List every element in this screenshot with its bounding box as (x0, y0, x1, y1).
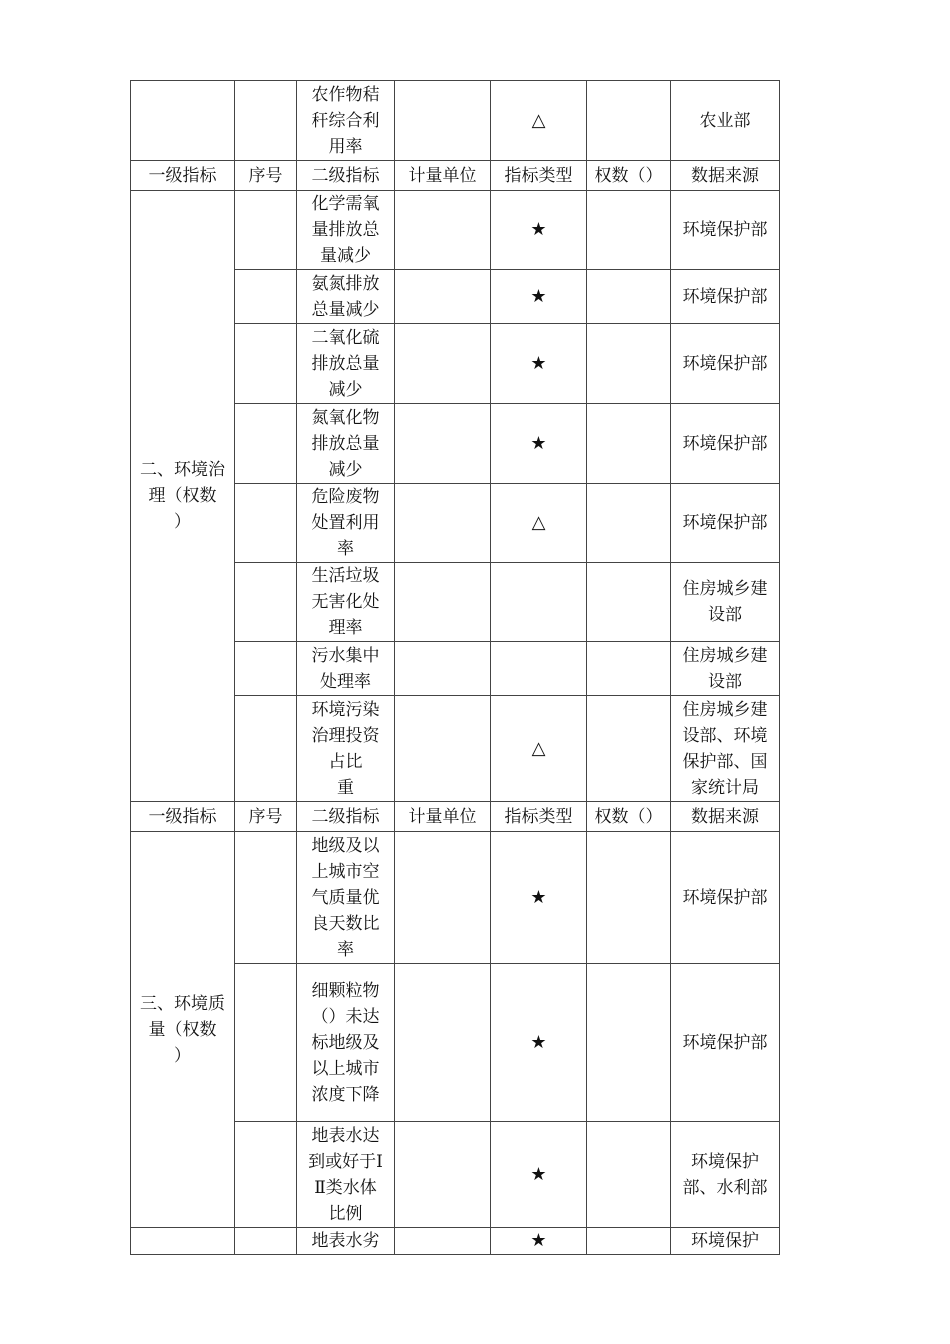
indicator-name-cell: 危险废物 处置利用 率 (297, 484, 395, 563)
header-unit: 计量单位 (395, 161, 491, 191)
header-row (131, 161, 780, 191)
weight-cell (587, 1228, 671, 1255)
weight-cell (587, 964, 671, 1122)
unit-cell (395, 324, 491, 404)
indicator-type-cell: ★ (491, 1228, 587, 1255)
indicator-type-cell (491, 642, 587, 696)
header-source: 数据来源 (671, 802, 780, 832)
seq-cell (235, 484, 297, 563)
indicator-type-cell: ★ (491, 404, 587, 484)
weight-cell (587, 642, 671, 696)
unit-cell (395, 563, 491, 642)
weight-cell (587, 563, 671, 642)
header-unit: 计量单位 (395, 802, 491, 832)
table-row (131, 191, 780, 270)
unit-cell (395, 696, 491, 802)
header-seq: 序号 (235, 161, 297, 191)
category-cell (131, 81, 235, 161)
indicator-type-cell: ★ (491, 191, 587, 270)
indicator-type-cell: △ (491, 484, 587, 563)
weight-cell (587, 832, 671, 964)
seq-cell (235, 81, 297, 161)
category-cell (131, 1228, 235, 1255)
indicator-name-cell: 污水集中 处理率 (297, 642, 395, 696)
header-row (131, 802, 780, 832)
indicator-name-cell: 地级及以 上城市空 气质量优 良天数比 率 (297, 832, 395, 964)
indicator-name-cell: 细颗粒物 （）未达 标地级及 以上城市 浓度下降 (297, 964, 395, 1122)
indicator-type-cell: ★ (491, 270, 587, 324)
header-level2: 二级指标 (297, 802, 395, 832)
seq-cell (235, 1122, 297, 1228)
seq-cell (235, 270, 297, 324)
table-row (131, 832, 780, 964)
header-type: 指标类型 (491, 161, 587, 191)
indicator-name-cell: 环境污染 治理投资 占比 重 (297, 696, 395, 802)
data-source-cell: 环境保护 部、水利部 (671, 1122, 780, 1228)
data-source-cell: 环境保护部 (671, 832, 780, 964)
seq-cell (235, 642, 297, 696)
indicator-name-cell: 生活垃圾 无害化处 理率 (297, 563, 395, 642)
weight-cell (587, 270, 671, 324)
seq-cell (235, 324, 297, 404)
header-seq: 序号 (235, 802, 297, 832)
header-weight: 权数（） (587, 161, 671, 191)
weight-cell (587, 81, 671, 161)
indicator-name-cell: 氮氧化物 排放总量 减少 (297, 404, 395, 484)
category-cell-env-governance: 二、环境治 理（权数 ） (131, 191, 235, 802)
header-type: 指标类型 (491, 802, 587, 832)
unit-cell (395, 404, 491, 484)
unit-cell (395, 1122, 491, 1228)
indicator-name-cell: 农作物秸 秆综合利 用率 (297, 81, 395, 161)
unit-cell (395, 484, 491, 563)
weight-cell (587, 696, 671, 802)
data-source-cell: 住房城乡建 设部 (671, 563, 780, 642)
data-source-cell: 环境保护部 (671, 484, 780, 563)
indicator-type-cell: ★ (491, 1122, 587, 1228)
seq-cell (235, 696, 297, 802)
weight-cell (587, 191, 671, 270)
seq-cell (235, 404, 297, 484)
header-level2: 二级指标 (297, 161, 395, 191)
table-row (131, 81, 780, 161)
indicator-name-cell: 地表水劣 (297, 1228, 395, 1255)
unit-cell (395, 832, 491, 964)
unit-cell (395, 964, 491, 1122)
data-source-cell: 环境保护部 (671, 270, 780, 324)
indicator-table (130, 80, 780, 1255)
data-source-cell: 住房城乡建 设部、环境 保护部、国 家统计局 (671, 696, 780, 802)
header-source: 数据来源 (671, 161, 780, 191)
unit-cell (395, 81, 491, 161)
header-level1: 一级指标 (131, 161, 235, 191)
data-source-cell: 环境保护 (671, 1228, 780, 1255)
data-source-cell: 环境保护部 (671, 404, 780, 484)
seq-cell (235, 563, 297, 642)
seq-cell (235, 1228, 297, 1255)
data-source-cell: 环境保护部 (671, 191, 780, 270)
data-source-cell: 环境保护部 (671, 324, 780, 404)
weight-cell (587, 484, 671, 563)
indicator-type-cell: △ (491, 81, 587, 161)
header-weight: 权数（） (587, 802, 671, 832)
header-level1: 一级指标 (131, 802, 235, 832)
seq-cell (235, 191, 297, 270)
indicator-type-cell: ★ (491, 324, 587, 404)
indicator-type-cell: ★ (491, 832, 587, 964)
indicator-type-cell: △ (491, 696, 587, 802)
table-row (131, 1228, 780, 1255)
unit-cell (395, 1228, 491, 1255)
weight-cell (587, 324, 671, 404)
unit-cell (395, 191, 491, 270)
data-source-cell: 住房城乡建 设部 (671, 642, 780, 696)
indicator-name-cell: 地表水达 到或好于Ⅰ Ⅱ类水体 比例 (297, 1122, 395, 1228)
unit-cell (395, 642, 491, 696)
indicator-name-cell: 氨氮排放 总量减少 (297, 270, 395, 324)
indicator-name-cell: 化学需氧 量排放总 量减少 (297, 191, 395, 270)
unit-cell (395, 270, 491, 324)
indicator-name-cell: 二氧化硫 排放总量 减少 (297, 324, 395, 404)
weight-cell (587, 404, 671, 484)
category-cell-env-quality: 三、环境质 量（权数 ） (131, 832, 235, 1228)
weight-cell (587, 1122, 671, 1228)
seq-cell (235, 832, 297, 964)
data-source-cell: 环境保护部 (671, 964, 780, 1122)
indicator-type-cell: ★ (491, 964, 587, 1122)
data-source-cell: 农业部 (671, 81, 780, 161)
indicator-type-cell (491, 563, 587, 642)
seq-cell (235, 964, 297, 1122)
